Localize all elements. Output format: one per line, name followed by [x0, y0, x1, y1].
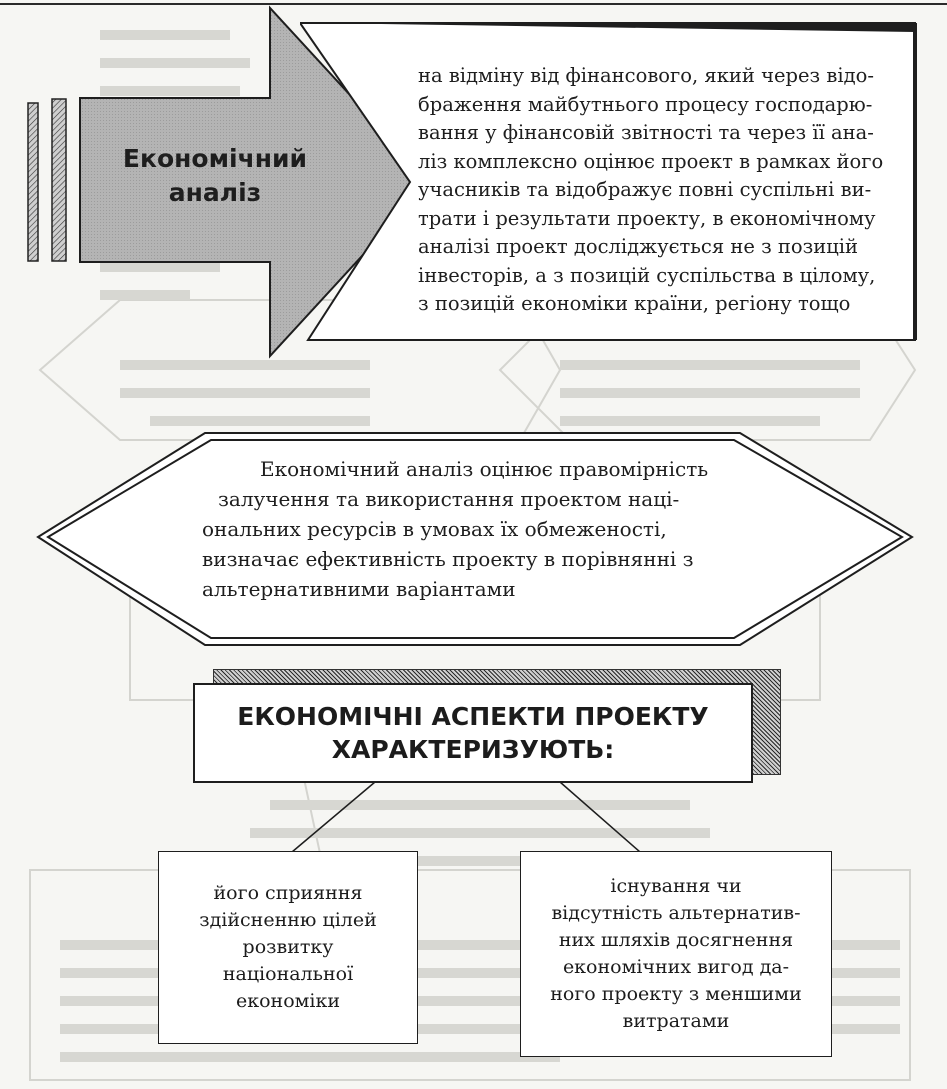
aspect-line: ного проекту з меншими [550, 983, 802, 1005]
arrow-label: Економічний аналіз [122, 144, 308, 207]
definition-line: трати і результати проекту, в економічному [418, 206, 876, 230]
hexagon-line: залучення та використання проектом наці- [218, 487, 680, 511]
definition-line: аналізі проект досліджується не з позицій [418, 235, 859, 258]
definition-line: учасників та відображує повні суспільні ви- [418, 178, 872, 201]
aspects-title-line: ХАРАКТЕРИЗУЮТЬ: [331, 735, 615, 764]
hexagon-line: ональних ресурсів в умовах їх обмеженості, [202, 517, 667, 541]
hexagon-line: Економічний аналіз оцінює правомірність [260, 457, 709, 481]
aspect-line: них шляхів досягнення [558, 929, 794, 951]
aspect-line: витратами [622, 1010, 730, 1032]
aspect-box-alternatives [520, 851, 832, 1057]
economic-aspects-box [193, 683, 753, 783]
hexagon-line: визначає ефективність проекту в порівнянні з [202, 547, 694, 571]
definition-line: на відміну від фінансового, який через відо- [418, 64, 874, 87]
aspect-line: існування чи [610, 875, 742, 897]
definition-line: браження майбутнього процесу господарю- [418, 92, 873, 116]
aspects-title-line: ЕКОНОМІЧНІ АСПЕКТИ ПРОЕКТУ [237, 702, 709, 731]
hexagon-line: альтернативними варіантами [202, 577, 516, 601]
hexagon-text [198, 454, 758, 604]
aspect-box-national-goals [158, 851, 418, 1044]
aspect-line: розвитку [242, 936, 334, 958]
aspect-line: відсутність альтернатив- [551, 902, 801, 924]
definition-line: інвесторів, а з позицій суспільства в цілому, [418, 263, 876, 287]
aspect-line: економічних вигод да- [562, 956, 790, 978]
definition-line: з позицій економіки країни, регіону тощо [418, 292, 851, 315]
definition-text [418, 62, 913, 319]
aspect-line: економіки [235, 990, 341, 1012]
aspect-line: здійсненню цілей [199, 909, 377, 931]
aspect-line: національної [222, 963, 354, 985]
definition-line: вання у фінансовій звітності та через її ана- [418, 121, 874, 144]
aspect-line: його сприяння [213, 882, 363, 904]
definition-line: ліз комплексно оцінює проект в рамках його [418, 149, 884, 173]
